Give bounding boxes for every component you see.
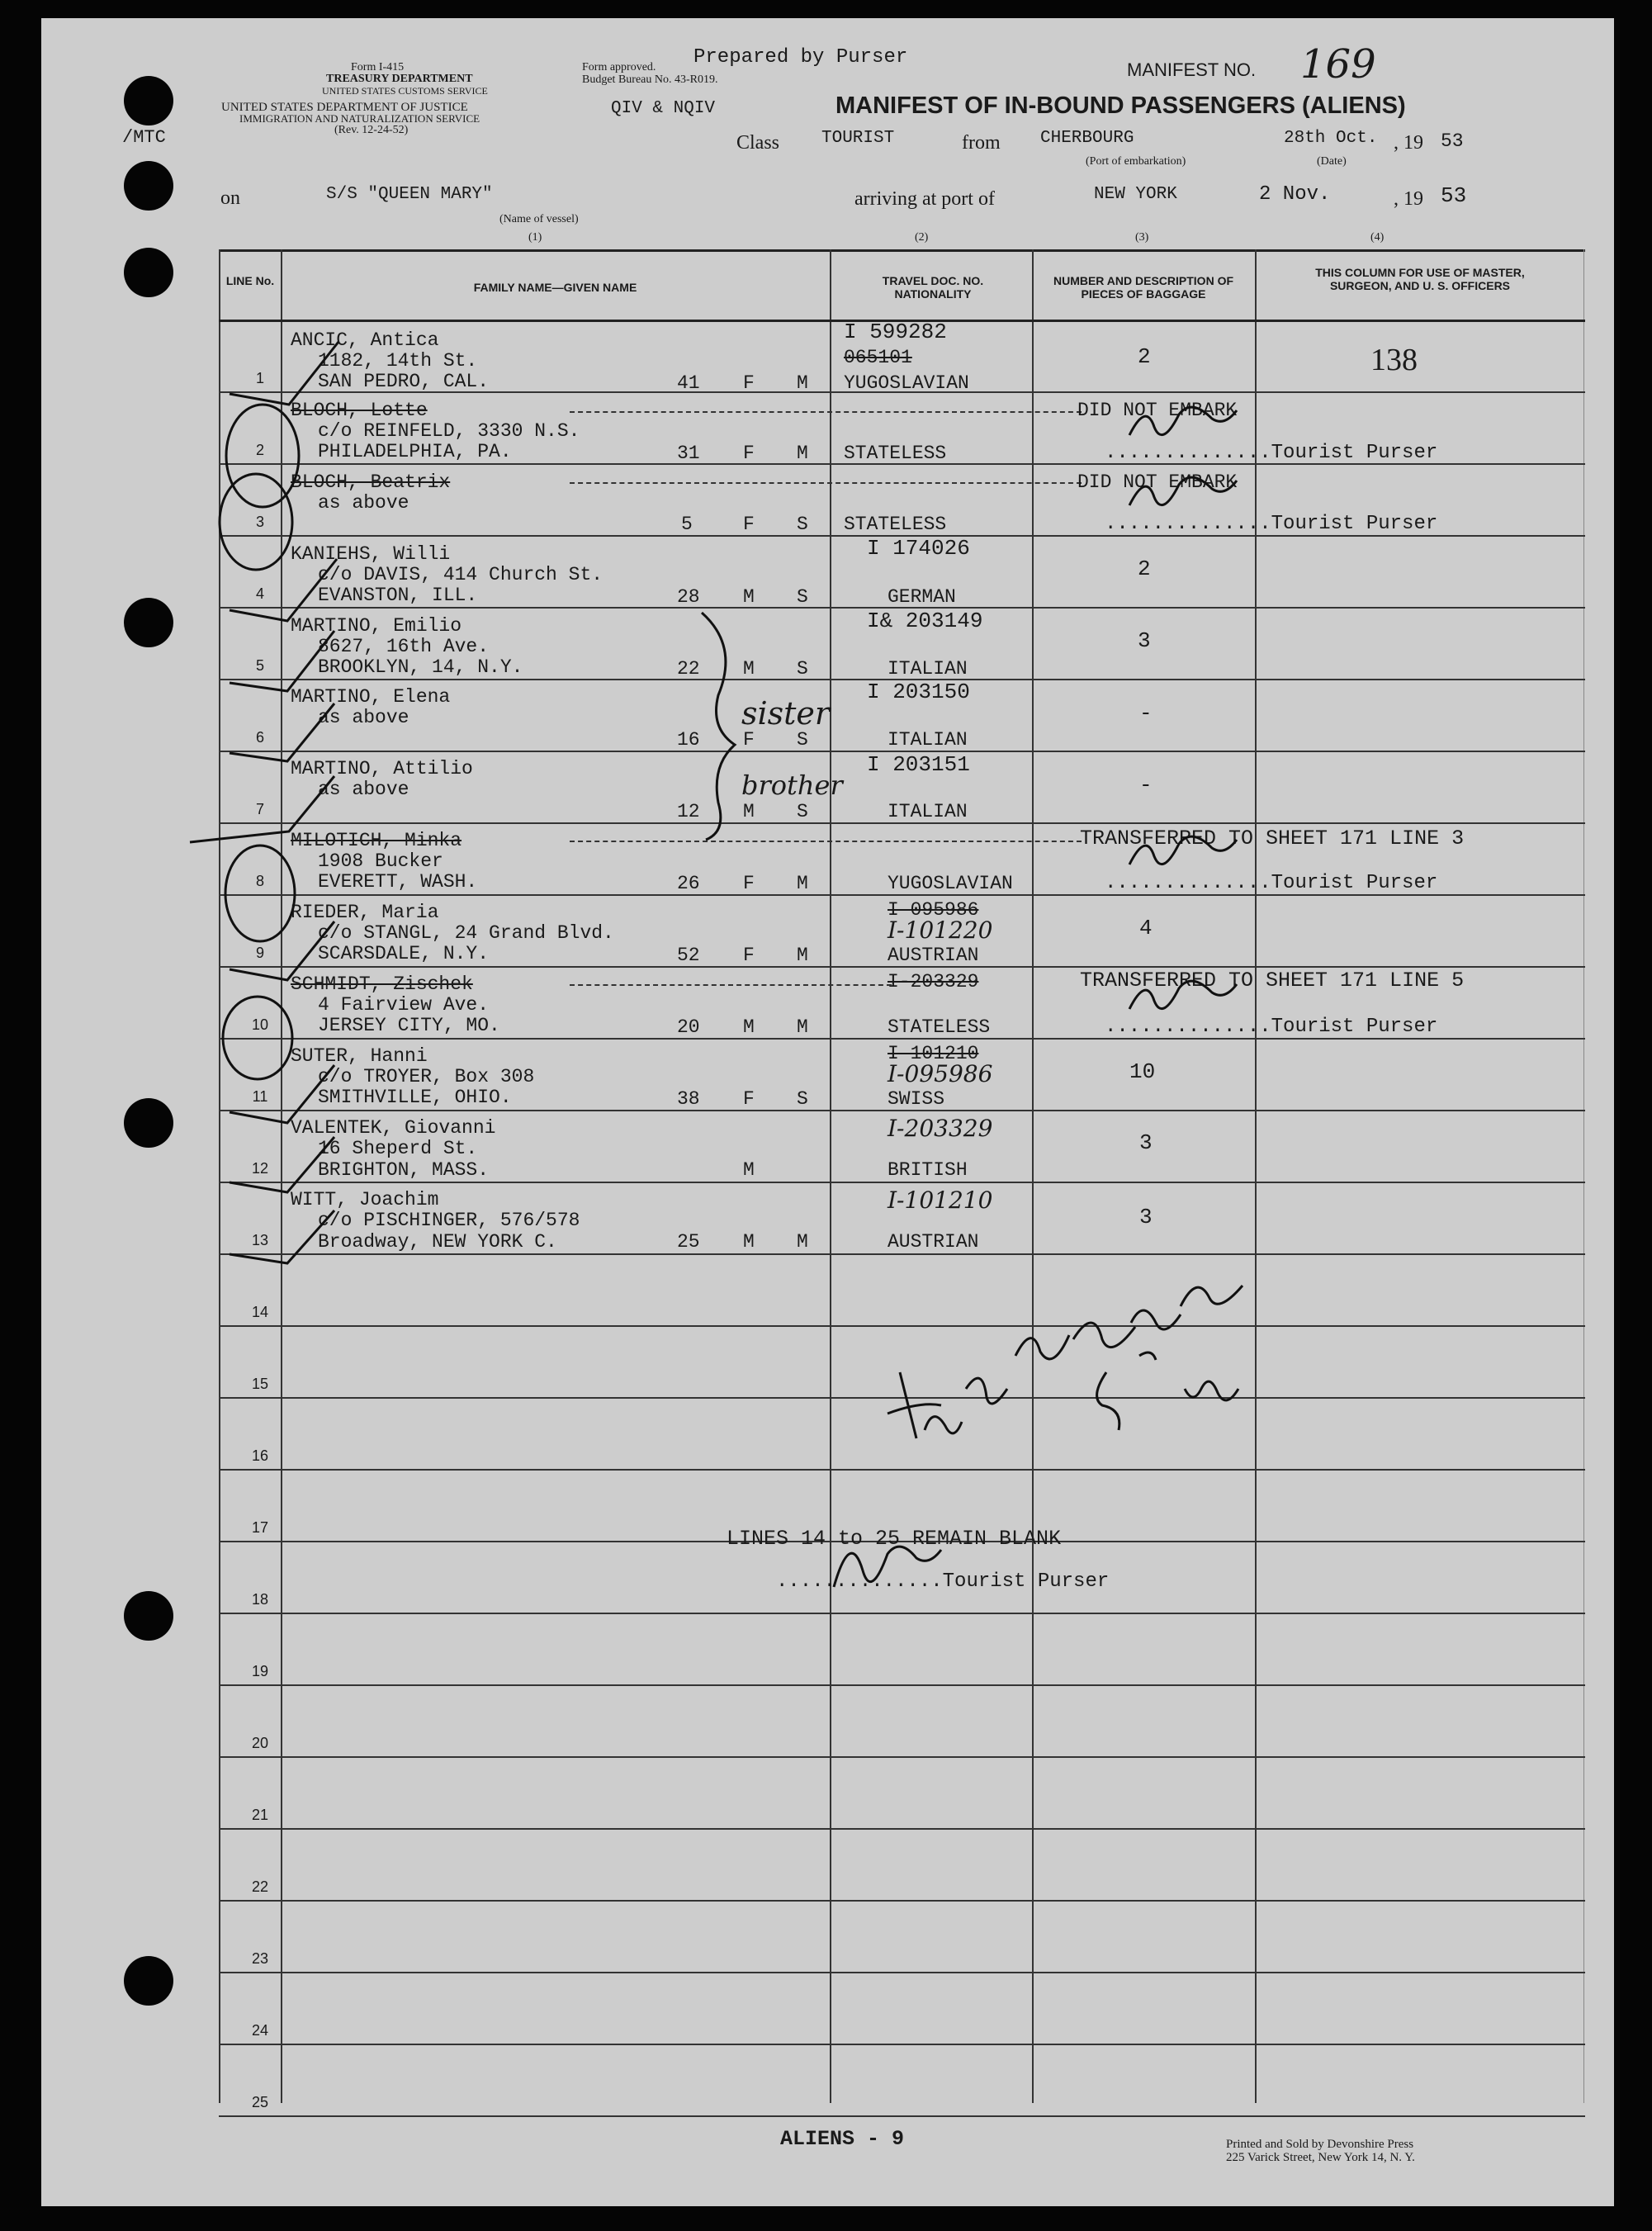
passenger-sex: F xyxy=(743,873,755,894)
departure-year: 53 xyxy=(1441,130,1464,152)
year-prefix-1: , 19 xyxy=(1394,132,1423,154)
passenger-marital: S xyxy=(797,514,808,535)
passenger-city: PHILADELPHIA, PA. xyxy=(318,441,512,462)
row-divider xyxy=(219,1684,1585,1686)
justice-dept: UNITED STATES DEPARTMENT OF JUSTICE xyxy=(221,101,468,114)
passenger-sex: F xyxy=(743,729,755,751)
passenger-city: BRIGHTON, MASS. xyxy=(318,1159,490,1181)
passenger-marital: S xyxy=(797,729,808,751)
passenger-address: as above xyxy=(318,707,409,728)
row-divider xyxy=(219,1182,1585,1183)
arrival-date: 2 Nov. xyxy=(1259,183,1331,206)
passenger-address: 1908 Bucker xyxy=(318,850,443,872)
line-number: 14 xyxy=(251,1304,269,1320)
passenger-age: 16 xyxy=(677,729,700,751)
mtc-mark: /MTC xyxy=(122,127,166,148)
nationality: YUGOSLAVIAN xyxy=(844,372,969,394)
column-divider xyxy=(1583,249,1584,2103)
column-index-2: (2) xyxy=(915,231,929,244)
from-value: CHERBOURG xyxy=(1040,129,1134,148)
nationality: ITALIAN xyxy=(888,801,968,822)
passenger-age: 28 xyxy=(677,586,700,608)
line-number: 11 xyxy=(252,1088,268,1105)
line-number: 13 xyxy=(251,1232,269,1248)
baggage-count: - xyxy=(1139,701,1153,726)
punch-hole xyxy=(124,598,173,647)
travel-doc-handwritten: I-101220 xyxy=(888,917,993,944)
line-number: 20 xyxy=(251,1735,269,1751)
passenger-address: as above xyxy=(318,779,409,800)
row-divider xyxy=(219,1253,1585,1255)
budget-bureau: Budget Bureau No. 43-R019. xyxy=(582,73,718,86)
purser-signoff: ..............Tourist Purser xyxy=(1105,513,1438,535)
prepared-by: Prepared by Purser xyxy=(693,46,908,69)
passenger-age: 22 xyxy=(677,658,700,680)
passenger-name: MARTINO, Elena xyxy=(291,686,451,708)
passenger-age: 52 xyxy=(677,945,700,966)
aliens-count: ALIENS - 9 xyxy=(780,2127,905,2151)
line-number: 5 xyxy=(255,657,264,674)
manifest-title: MANIFEST OF IN-BOUND PASSENGERS (ALIENS) xyxy=(835,92,1406,119)
passenger-name: SCHMIDT, Zischek xyxy=(291,973,473,995)
travel-doc-old: I 095986 xyxy=(888,899,979,921)
handwritten-relation: sister xyxy=(741,695,831,732)
passenger-name: BLOCH, Beatrix xyxy=(291,471,451,493)
line-number: 17 xyxy=(251,1519,269,1536)
passenger-sex: M xyxy=(743,1231,755,1253)
nationality: AUSTRIAN xyxy=(888,1231,979,1253)
travel-doc-handwritten: I-095986 xyxy=(888,1060,993,1087)
form-approved: Form approved. xyxy=(582,61,656,73)
baggage-count: 3 xyxy=(1139,1130,1153,1155)
travel-doc-handwritten: I-203329 xyxy=(888,1115,993,1142)
printer-line-1: Printed and Sold by Devonshire Press xyxy=(1226,2138,1414,2151)
blank-lines-note: LINES 14 to 25 REMAIN BLANK xyxy=(727,1527,1062,1551)
row-divider xyxy=(219,1613,1585,1614)
passenger-age: 5 xyxy=(681,514,693,535)
purser-signoff: ..............Tourist Purser xyxy=(1105,872,1438,894)
visa-class: QIV & NQIV xyxy=(611,99,716,118)
passenger-marital: S xyxy=(797,801,808,822)
passenger-marital: S xyxy=(797,1088,808,1110)
class-value: TOURIST xyxy=(821,129,895,148)
column-divider xyxy=(830,249,831,2103)
passenger-marital: S xyxy=(797,586,808,608)
passenger-address: c/o REINFELD, 3330 N.S. xyxy=(318,420,580,442)
nationality: AUSTRIAN xyxy=(888,945,979,966)
baggage-count: 3 xyxy=(1139,1205,1153,1229)
row-divider xyxy=(219,1469,1585,1471)
arriving-label: arriving at port of xyxy=(854,188,995,210)
cancel-dash-line xyxy=(570,482,1082,484)
passenger-city: EVERETT, WASH. xyxy=(318,871,478,893)
passenger-name: WITT, Joachim xyxy=(291,1189,439,1210)
row-divider xyxy=(219,2115,1585,2117)
passenger-city: SMITHVILLE, OHIO. xyxy=(318,1087,512,1108)
line-number: 25 xyxy=(251,2094,269,2110)
travel-doc: I 174026 xyxy=(867,536,970,561)
status-note: DID NOT EMBARK xyxy=(1077,471,1238,493)
printer-line-2: 225 Varick Street, New York 14, N. Y. xyxy=(1226,2151,1415,2164)
line-number: 18 xyxy=(251,1591,269,1608)
form-number: Form I-415 xyxy=(351,61,405,73)
passenger-age: 20 xyxy=(677,1016,700,1038)
passenger-sex: F xyxy=(743,1088,755,1110)
table-top-border xyxy=(219,249,1585,252)
nationality: STATELESS xyxy=(888,1016,991,1038)
passenger-name: BLOCH, Lotte xyxy=(291,400,428,421)
passenger-age: 31 xyxy=(677,443,700,464)
passenger-name: RIEDER, Maria xyxy=(291,902,439,923)
passenger-city: BROOKLYN, 14, N.Y. xyxy=(318,656,523,678)
passenger-address: 1182, 14th St. xyxy=(318,350,478,372)
column-index-3: (3) xyxy=(1135,231,1149,244)
passenger-sex: M xyxy=(743,801,755,822)
passenger-sex: M xyxy=(743,1016,755,1038)
line-number: 15 xyxy=(251,1376,269,1392)
row-divider xyxy=(219,1972,1585,1973)
passenger-name: ANCIC, Antica xyxy=(291,329,439,351)
passenger-city: JERSEY CITY, MO. xyxy=(318,1015,500,1036)
passenger-city: SCARSDALE, N.Y. xyxy=(318,943,490,964)
passenger-sex: F xyxy=(743,945,755,966)
header-travel-doc: TRAVEL DOC. NO. NATIONALITY xyxy=(882,274,984,301)
nationality: BRITISH xyxy=(888,1159,968,1181)
passenger-marital: M xyxy=(797,945,808,966)
date-caption: (Date) xyxy=(1317,155,1347,168)
travel-doc-handwritten: I-101210 xyxy=(888,1187,993,1214)
header-line-no: LINE No. xyxy=(225,274,275,287)
on-label: on xyxy=(220,187,240,209)
punch-hole xyxy=(124,161,173,211)
vessel-name: S/S "QUEEN MARY" xyxy=(326,185,493,204)
purser-signoff: ..............Tourist Purser xyxy=(1105,1016,1438,1038)
passenger-age: 25 xyxy=(677,1231,700,1253)
passenger-address: c/o DAVIS, 414 Church St. xyxy=(318,564,604,585)
nationality: GERMAN xyxy=(888,586,956,608)
from-label: from xyxy=(962,132,1001,154)
line-number: 19 xyxy=(251,1663,269,1679)
vessel-caption: (Name of vessel) xyxy=(499,213,579,225)
passenger-name: MARTINO, Attilio xyxy=(291,758,473,779)
line-number: 8 xyxy=(255,873,264,889)
punch-hole xyxy=(124,1098,173,1148)
passenger-age: 38 xyxy=(677,1088,700,1110)
arrival-year: 53 xyxy=(1441,183,1467,208)
line-number: 6 xyxy=(255,729,264,746)
passenger-address: as above xyxy=(318,492,409,514)
passenger-address: 16 Sheperd St. xyxy=(318,1138,478,1159)
passenger-marital: M xyxy=(797,372,808,394)
passenger-sex: F xyxy=(743,514,755,535)
header-officers: THIS COLUMN FOR USE OF MASTER, SURGEON, AND U. S. OFFICERS xyxy=(1315,266,1525,292)
line-number: 1 xyxy=(255,370,264,386)
passenger-sex: M xyxy=(743,1159,755,1181)
cancel-dash-line xyxy=(570,411,1082,413)
class-label: Class xyxy=(736,132,780,154)
passenger-marital: M xyxy=(797,1016,808,1038)
passenger-address: 4 Fairview Ave. xyxy=(318,994,490,1016)
manifest-no-label: MANIFEST NO. xyxy=(1127,59,1257,80)
passenger-city: Broadway, NEW YORK C. xyxy=(318,1231,557,1253)
line-number: 2 xyxy=(255,442,264,458)
passenger-address: c/o PISCHINGER, 576/578 xyxy=(318,1210,580,1231)
row-divider xyxy=(219,2044,1585,2045)
row-divider xyxy=(219,1325,1585,1327)
passenger-age: 12 xyxy=(677,801,700,822)
line-number: 16 xyxy=(251,1447,269,1464)
travel-doc: I 203151 xyxy=(867,752,970,777)
passenger-city: SAN PEDRO, CAL. xyxy=(318,371,490,392)
passenger-sex: M xyxy=(743,586,755,608)
passenger-name: MARTINO, Emilio xyxy=(291,615,462,637)
line-number: 7 xyxy=(255,801,264,817)
line-number: 12 xyxy=(251,1160,269,1177)
treasury-dept: TREASURY DEPARTMENT xyxy=(326,73,473,85)
line-number: 9 xyxy=(255,945,264,961)
passenger-marital: M xyxy=(797,443,808,464)
nationality: SWISS xyxy=(888,1088,945,1110)
year-prefix-2: , 19 xyxy=(1394,188,1423,210)
line-number: 4 xyxy=(255,585,264,602)
column-divider xyxy=(1032,249,1034,2103)
departure-date: 28th Oct. xyxy=(1284,129,1378,148)
baggage-count: 2 xyxy=(1138,344,1151,369)
line-number: 23 xyxy=(251,1950,269,1967)
travel-doc: I 599282 xyxy=(844,320,947,344)
passenger-name: SUTER, Hanni xyxy=(291,1045,428,1067)
punch-hole xyxy=(124,76,173,126)
status-note: TRANSFERRED TO SHEET 171 LINE 3 xyxy=(1080,827,1465,850)
passenger-age: 26 xyxy=(677,873,700,894)
travel-doc: I& 203149 xyxy=(867,609,983,633)
blank-lines-purser: ..............Tourist Purser xyxy=(776,1570,1110,1593)
baggage-count: 2 xyxy=(1138,557,1151,581)
passenger-name: VALENTEK, Giovanni xyxy=(291,1117,496,1139)
line-number: 3 xyxy=(255,514,264,530)
nationality: ITALIAN xyxy=(888,658,968,680)
passenger-name: MILOTICH, Minka xyxy=(291,830,462,851)
passenger-age: 41 xyxy=(677,372,700,394)
row-divider xyxy=(219,1828,1585,1830)
port-embark-caption: (Port of embarkation) xyxy=(1086,155,1186,168)
nationality: ITALIAN xyxy=(888,729,968,751)
nationality: STATELESS xyxy=(844,443,947,464)
column-divider xyxy=(219,249,220,2103)
travel-doc-old: I 101210 xyxy=(888,1043,979,1064)
punch-hole xyxy=(124,1591,173,1641)
row-divider xyxy=(219,1900,1585,1902)
punch-hole xyxy=(124,248,173,297)
punch-hole xyxy=(124,1956,173,2006)
travel-doc-old: 065101 xyxy=(844,347,912,368)
customs-service: UNITED STATES CUSTOMS SERVICE xyxy=(322,85,488,97)
column-index-4: (4) xyxy=(1370,231,1385,244)
line-number: 10 xyxy=(251,1016,269,1033)
passenger-marital: M xyxy=(797,1231,808,1253)
passenger-address: c/o TROYER, Box 308 xyxy=(318,1066,535,1087)
baggage-count: 4 xyxy=(1139,916,1153,940)
revision: (Rev. 12-24-52) xyxy=(334,124,409,136)
handwritten-relation: brother xyxy=(741,770,843,801)
column-index-1: (1) xyxy=(528,231,542,244)
arrival-port: NEW YORK xyxy=(1094,185,1177,204)
status-note: DID NOT EMBARK xyxy=(1077,400,1238,421)
line-number: 24 xyxy=(251,2022,269,2039)
purser-signoff: ..............Tourist Purser xyxy=(1105,442,1438,464)
passenger-address: 8627, 16th Ave. xyxy=(318,636,490,657)
cancel-dash-line xyxy=(570,841,1082,842)
cancel-dash-line xyxy=(570,984,892,986)
officer-number: 138 xyxy=(1370,343,1418,377)
nationality: YUGOSLAVIAN xyxy=(888,873,1013,894)
line-number: 22 xyxy=(251,1878,269,1895)
row-divider xyxy=(219,1756,1585,1758)
passenger-name: KANIEHS, Willi xyxy=(291,543,451,565)
baggage-count: 3 xyxy=(1138,628,1151,653)
passenger-sex: F xyxy=(743,372,755,394)
passenger-sex: F xyxy=(743,443,755,464)
ins-service: IMMIGRATION AND NATURALIZATION SERVICE xyxy=(239,112,480,125)
baggage-count: 10 xyxy=(1129,1059,1156,1084)
baggage-count: - xyxy=(1139,773,1153,798)
travel-doc-old: I-203329 xyxy=(888,971,979,992)
travel-doc: I 203150 xyxy=(867,680,970,704)
status-note: TRANSFERRED TO SHEET 171 LINE 5 xyxy=(1080,969,1465,992)
manifest-sheet xyxy=(41,18,1614,2206)
passenger-marital: S xyxy=(797,658,808,680)
passenger-sex: M xyxy=(743,658,755,680)
header-baggage: NUMBER AND DESCRIPTION OF PIECES OF BAGGAGE xyxy=(1053,274,1234,301)
passenger-marital: M xyxy=(797,873,808,894)
passenger-address: c/o STANGL, 24 Grand Blvd. xyxy=(318,922,614,944)
row-divider xyxy=(219,1397,1585,1399)
nationality: STATELESS xyxy=(844,514,947,535)
passenger-city: EVANSTON, ILL. xyxy=(318,585,478,606)
header-name: FAMILY NAME—GIVEN NAME xyxy=(473,281,637,294)
manifest-number: 169 xyxy=(1300,41,1376,88)
line-number: 21 xyxy=(251,1807,269,1823)
